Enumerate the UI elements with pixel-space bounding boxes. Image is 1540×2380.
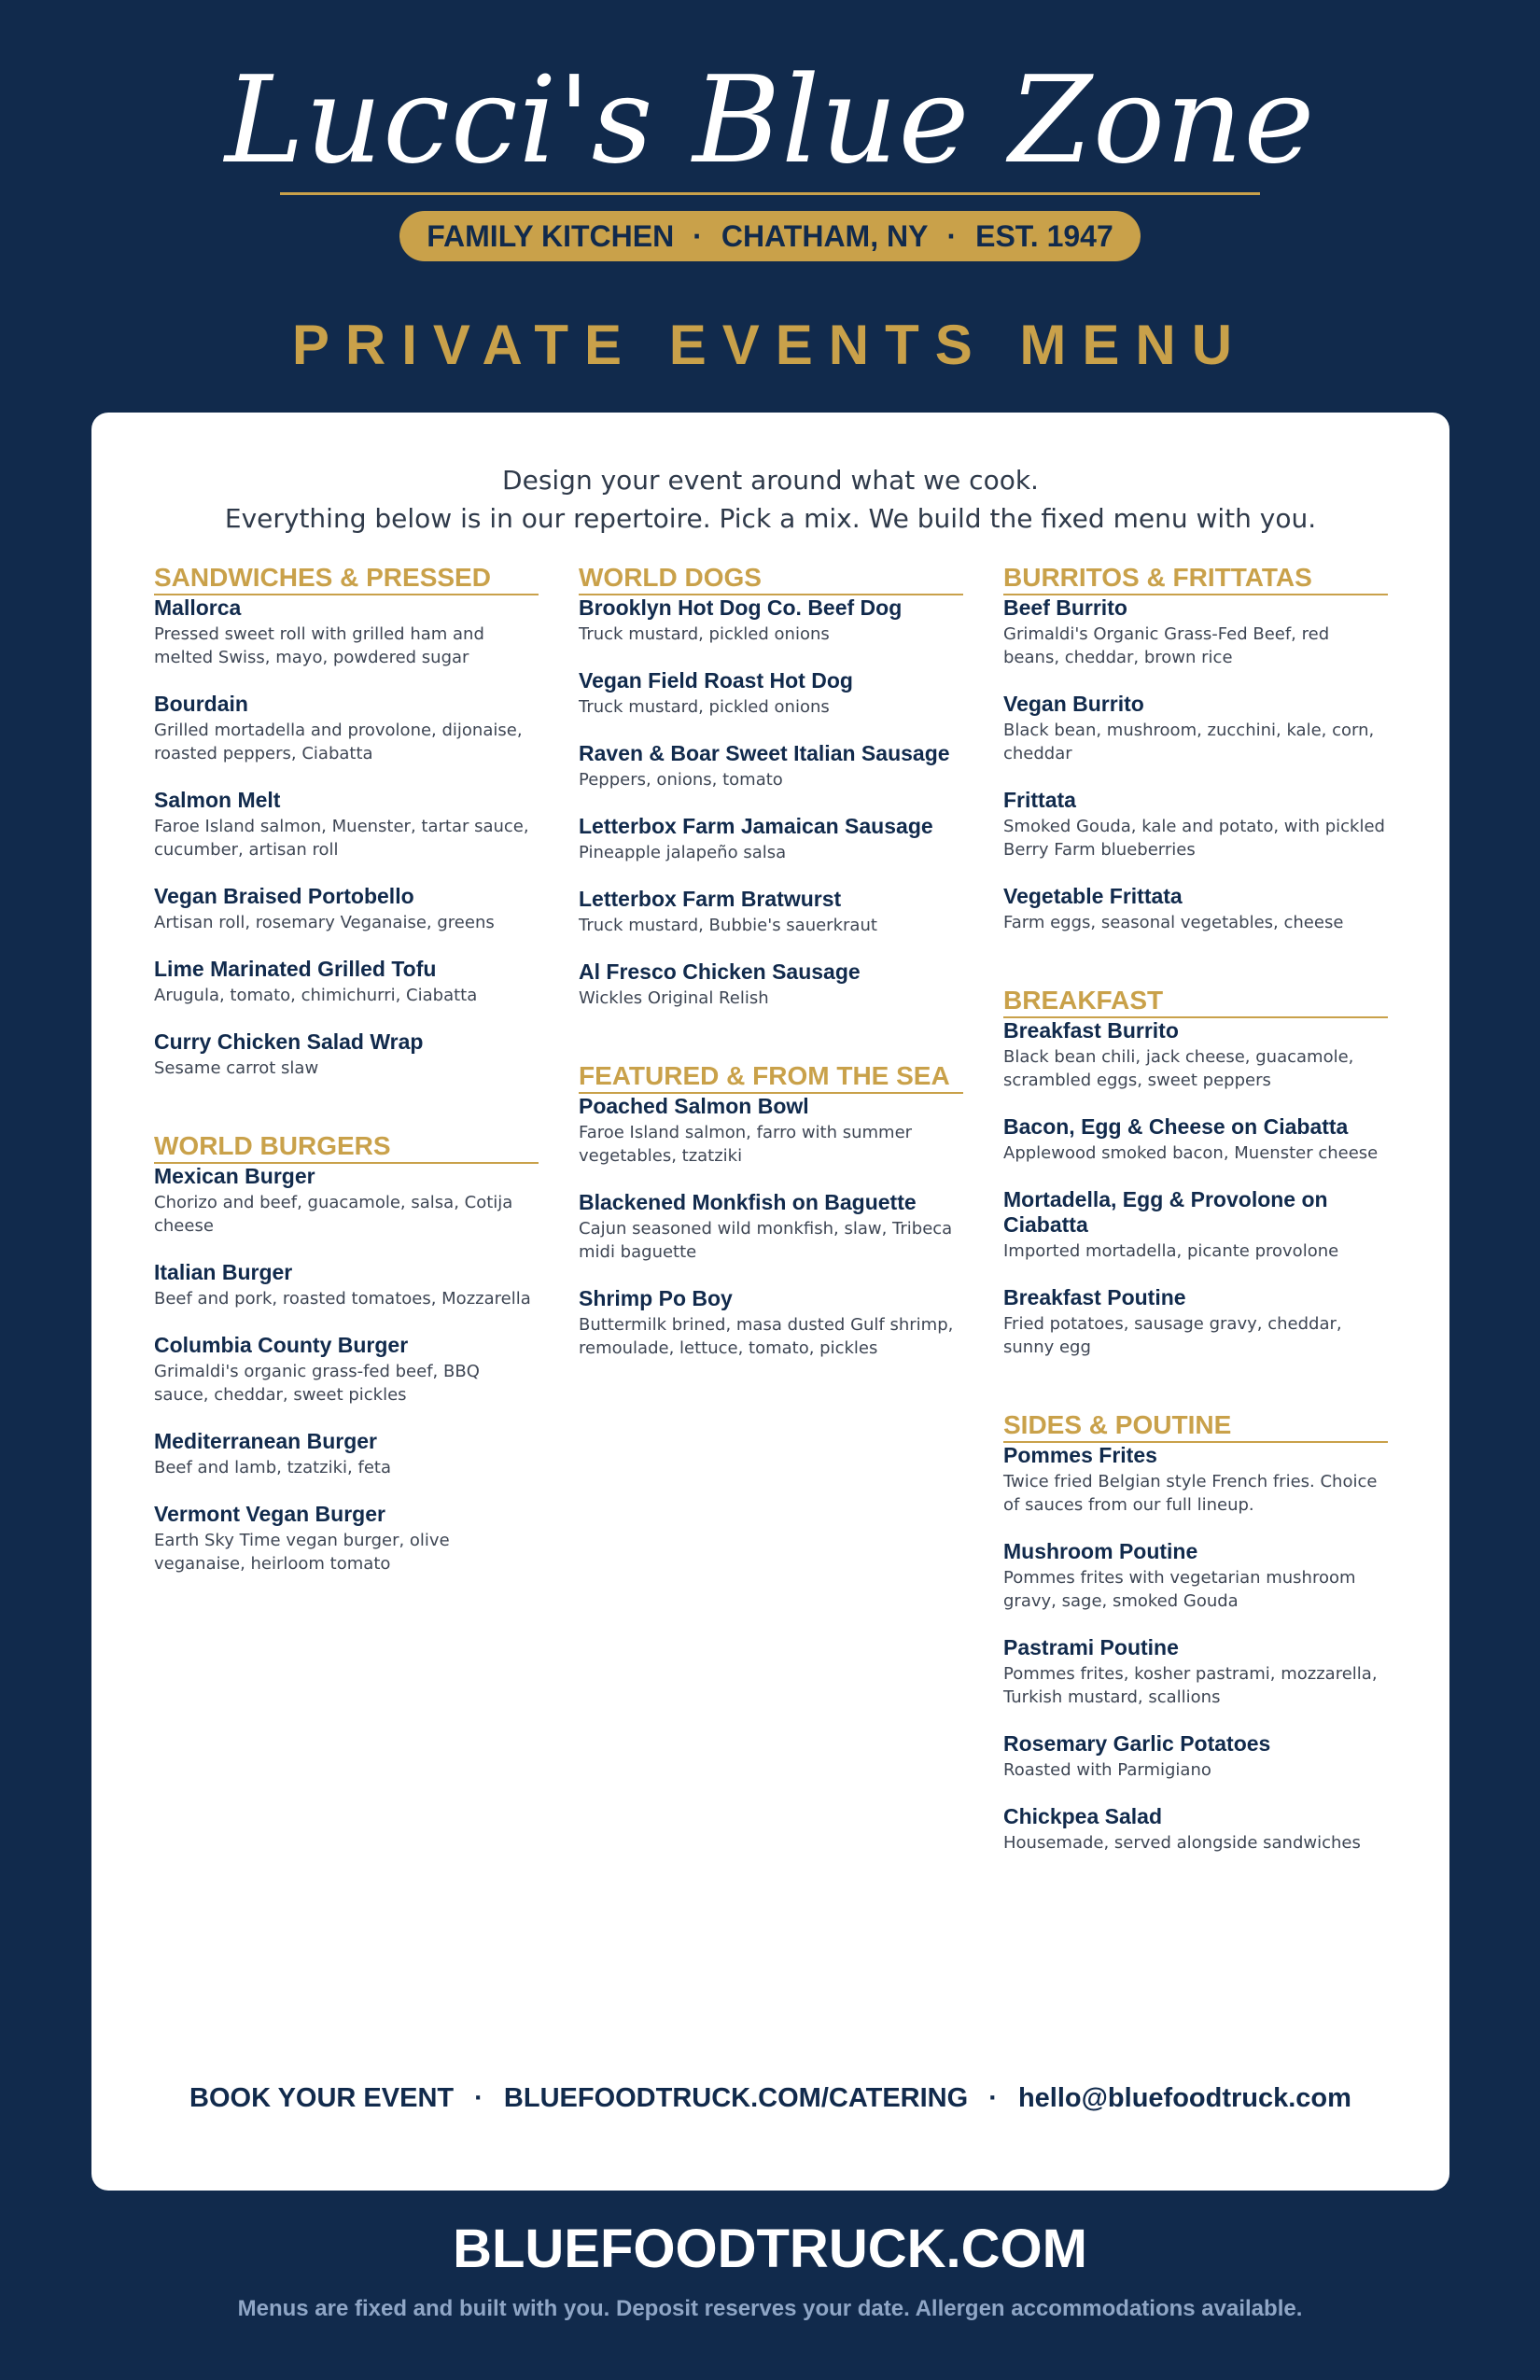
logo-wordmark: Lucci's Blue Zone xyxy=(224,51,1316,190)
menu-item-description: Grimaldi's Organic Grass-Fed Beef, red beans, cheddar, brown rice xyxy=(1003,624,1330,667)
menu-item xyxy=(579,1190,963,1264)
menu-item-name: Mediterranean Burger xyxy=(154,1429,378,1453)
menu-item xyxy=(579,1094,963,1168)
menu-item-name: Mortadella, Egg & Provolone on Ciabatta xyxy=(1003,1187,1328,1237)
menu-item-name: Breakfast Poutine xyxy=(1003,1285,1186,1309)
menu-item-name: Vermont Vegan Burger xyxy=(154,1502,385,1526)
booking-label: BOOK YOUR EVENT xyxy=(189,2083,455,2113)
menu-item-description: Farm eggs, seasonal vegetables, cheese xyxy=(1003,913,1344,932)
menu-item-name: Curry Chicken Salad Wrap xyxy=(154,1029,424,1054)
section-title: SIDES & POUTINE xyxy=(1003,1409,1388,1443)
menu-item xyxy=(1003,1635,1388,1709)
menu-item xyxy=(1003,1187,1388,1263)
ribbon-location: CHATHAM, NY xyxy=(721,218,929,253)
menu-item-description: Earth Sky Time vegan burger, olive veganaise, heirloom tomato xyxy=(154,1531,450,1574)
menu-item-description: Chorizo and beef, guacamole, salsa, Cotija cheese xyxy=(154,1193,513,1236)
menu-item-description: Pommes frites, kosher pastrami, mozzarella, Turkish mustard, scallions xyxy=(1003,1664,1378,1707)
menu-item-description: Artisan roll, rosemary Veganaise, greens xyxy=(154,913,495,932)
footer-site-link[interactable]: BLUEFOODTRUCK.COM xyxy=(453,2219,1087,2279)
menu-item-name: Mushroom Poutine xyxy=(1003,1539,1198,1563)
menu-item-description: Truck mustard, pickled onions xyxy=(579,624,830,644)
menu-item-description: Pineapple jalapeño salsa xyxy=(579,843,787,862)
menu-section xyxy=(154,562,539,1080)
menu-item-name: Bourdain xyxy=(154,692,248,716)
menu-item-name: Al Fresco Chicken Sausage xyxy=(579,959,861,984)
menu-item-description: Arugula, tomato, chimichurri, Ciabatta xyxy=(154,986,478,1005)
menu-item xyxy=(579,959,963,1010)
menu-item-name: Blackened Monkfish on Baguette xyxy=(579,1190,917,1214)
booking-line xyxy=(91,2083,1449,2114)
menu-item-name: Lime Marinated Grilled Tofu xyxy=(154,957,437,981)
menu-item-name: Poached Salmon Bowl xyxy=(579,1094,809,1118)
menu-item xyxy=(154,595,539,669)
section-title: FEATURED & FROM THE SEA xyxy=(579,1060,963,1094)
menu-column-1 xyxy=(154,562,539,1626)
menu-item-description: Pressed sweet roll with grilled ham and melted Swiss, mayo, powdered sugar xyxy=(154,624,484,667)
ribbon-family-kitchen: FAMILY KITCHEN xyxy=(427,218,675,253)
menu-item-description: Fried potatoes, sausage gravy, cheddar, sunny egg xyxy=(1003,1314,1342,1357)
menu-item-name: Pastrami Poutine xyxy=(1003,1635,1179,1659)
menu-section xyxy=(579,562,963,1010)
booking-url-link[interactable]: BLUEFOODTRUCK.COM/CATERING xyxy=(503,2083,969,2113)
menu-section xyxy=(1003,985,1388,1359)
menu-section xyxy=(1003,1409,1388,1855)
menu-item-name: Letterbox Farm Bratwurst xyxy=(579,887,842,911)
menu-item-name: Vegan Burrito xyxy=(1003,692,1144,716)
menu-item xyxy=(154,1164,539,1238)
menu-item xyxy=(1003,884,1388,934)
menu-column-3 xyxy=(1003,562,1388,1905)
menu-item-name: Frittata xyxy=(1003,788,1076,812)
menu-item-description: Twice fried Belgian style French fries. Choice of sauces from our full lineup. xyxy=(1003,1472,1378,1515)
menu-item xyxy=(579,595,963,646)
intro-line: Design your event around what we cook. xyxy=(502,465,1039,496)
menu-item-description: Peppers, onions, tomato xyxy=(579,770,783,790)
menu-item-name: Italian Burger xyxy=(154,1260,293,1284)
section-title: BURRITOS & FRITTATAS xyxy=(1003,562,1388,595)
menu-item xyxy=(1003,788,1388,861)
menu-item-description: Imported mortadella, picante provolone xyxy=(1003,1241,1339,1261)
menu-item xyxy=(1003,1285,1388,1359)
menu-section xyxy=(579,1060,963,1360)
menu-item xyxy=(154,788,539,861)
menu-item-name: Letterbox Farm Jamaican Sausage xyxy=(579,814,933,838)
menu-item-description: Grimaldi's organic grass-fed beef, BBQ sauce, cheddar, sweet pickles xyxy=(154,1362,480,1405)
menu-item-description: Smoked Gouda, kale and potato, with pickled Berry Farm blueberries xyxy=(1003,817,1385,860)
menu-item-description: Faroe Island salmon, farro with summer vegetables, tzatziki xyxy=(579,1123,913,1166)
menu-item xyxy=(154,1502,539,1575)
page-title: PRIVATE EVENTS MENU xyxy=(291,314,1249,376)
ribbon-separator: · xyxy=(693,218,703,253)
menu-item-name: Shrimp Po Boy xyxy=(579,1286,733,1310)
menu-item xyxy=(1003,1539,1388,1613)
intro-line: Everything below is in our repertoire. Pick a mix. We build the fixed menu with you. xyxy=(224,503,1317,534)
menu-item xyxy=(579,1286,963,1360)
menu-item-name: Salmon Melt xyxy=(154,788,281,812)
footer-note: Menus are fixed and built with you. Deposit reserves your date. Allergen accommodations available. xyxy=(237,2296,1303,2321)
menu-item-name: Vegetable Frittata xyxy=(1003,884,1183,908)
menu-item-name: Brooklyn Hot Dog Co. Beef Dog xyxy=(579,595,903,620)
menu-item-name: Breakfast Burrito xyxy=(1003,1018,1179,1043)
booking-separator: · xyxy=(988,2083,998,2113)
menu-item-description: Housemade, served alongside sandwiches xyxy=(1003,1833,1361,1853)
menu-column-2 xyxy=(579,562,963,1410)
menu-item-name: Mallorca xyxy=(154,595,242,620)
ribbon-separator: · xyxy=(946,218,958,253)
menu-item-name: Columbia County Burger xyxy=(154,1333,409,1357)
menu-item-name: Pommes Frites xyxy=(1003,1443,1157,1467)
menu-item xyxy=(579,887,963,937)
menu-item-description: Truck mustard, Bubbie's sauerkraut xyxy=(579,916,877,935)
menu-item xyxy=(579,668,963,719)
menu-item-description: Buttermilk brined, masa dusted Gulf shrimp, remoulade, lettuce, tomato, pickles xyxy=(579,1315,954,1358)
menu-item xyxy=(154,957,539,1007)
menu-item-description: Beef and pork, roasted tomatoes, Mozzarella xyxy=(154,1289,531,1309)
menu-item xyxy=(579,814,963,864)
ribbon-established: EST. 1947 xyxy=(975,218,1113,253)
section-title: WORLD BURGERS xyxy=(154,1130,539,1164)
menu-item xyxy=(1003,1443,1388,1517)
menu-item-name: Vegan Field Roast Hot Dog xyxy=(579,668,853,693)
menu-item-description: Pommes frites with vegetarian mushroom gravy, sage, smoked Gouda xyxy=(1003,1568,1356,1611)
menu-card xyxy=(91,413,1449,2191)
booking-email-link[interactable]: hello@bluefoodtruck.com xyxy=(1017,2083,1351,2113)
menu-item-description: Applewood smoked bacon, Muenster cheese xyxy=(1003,1143,1379,1163)
menu-item-name: Beef Burrito xyxy=(1003,595,1127,620)
section-title: BREAKFAST xyxy=(1003,985,1388,1018)
menu-item xyxy=(1003,595,1388,669)
section-title: SANDWICHES & PRESSED xyxy=(154,562,539,595)
menu-item xyxy=(154,692,539,765)
menu-item xyxy=(154,1260,539,1310)
menu-item xyxy=(579,741,963,791)
logo-underline xyxy=(280,192,1260,195)
menu-item-description: Truck mustard, pickled onions xyxy=(579,697,830,717)
menu-item-description: Black bean, mushroom, zucchini, kale, corn, cheddar xyxy=(1003,721,1375,763)
menu-item xyxy=(154,1333,539,1407)
menu-item-description: Black bean chili, jack cheese, guacamole, scrambled eggs, sweet peppers xyxy=(1003,1047,1354,1090)
menu-item-description: Sesame carrot slaw xyxy=(154,1058,319,1078)
intro-text xyxy=(91,461,1449,538)
menu-item-name: Chickpea Salad xyxy=(1003,1804,1163,1828)
menu-item xyxy=(1003,1804,1388,1855)
menu-item-description: Roasted with Parmigiano xyxy=(1003,1760,1211,1780)
booking-separator: · xyxy=(474,2083,483,2113)
menu-item-name: Raven & Boar Sweet Italian Sausage xyxy=(579,741,950,765)
menu-item-name: Vegan Braised Portobello xyxy=(154,884,414,908)
tagline-ribbon xyxy=(399,211,1141,261)
menu-item xyxy=(154,884,539,934)
menu-item-name: Rosemary Garlic Potatoes xyxy=(1003,1731,1271,1756)
menu-item-description: Grilled mortadella and provolone, dijonaise, roasted peppers, Ciabatta xyxy=(154,721,523,763)
menu-item-description: Faroe Island salmon, Muenster, tartar sauce, cucumber, artisan roll xyxy=(154,817,529,860)
menu-section xyxy=(154,1130,539,1575)
menu-section xyxy=(1003,562,1388,934)
menu-item-name: Mexican Burger xyxy=(154,1164,315,1188)
menu-item xyxy=(1003,1114,1388,1165)
menu-item xyxy=(154,1029,539,1080)
menu-item xyxy=(154,1429,539,1479)
menu-item-description: Wickles Original Relish xyxy=(579,988,769,1008)
menu-item-name: Bacon, Egg & Cheese on Ciabatta xyxy=(1003,1114,1349,1139)
menu-item xyxy=(1003,692,1388,765)
menu-item-description: Cajun seasoned wild monkfish, slaw, Tribeca midi baguette xyxy=(579,1219,953,1262)
menu-item-description: Beef and lamb, tzatziki, feta xyxy=(154,1458,391,1477)
menu-item xyxy=(1003,1018,1388,1092)
menu-item xyxy=(1003,1731,1388,1782)
section-title: WORLD DOGS xyxy=(579,562,963,595)
